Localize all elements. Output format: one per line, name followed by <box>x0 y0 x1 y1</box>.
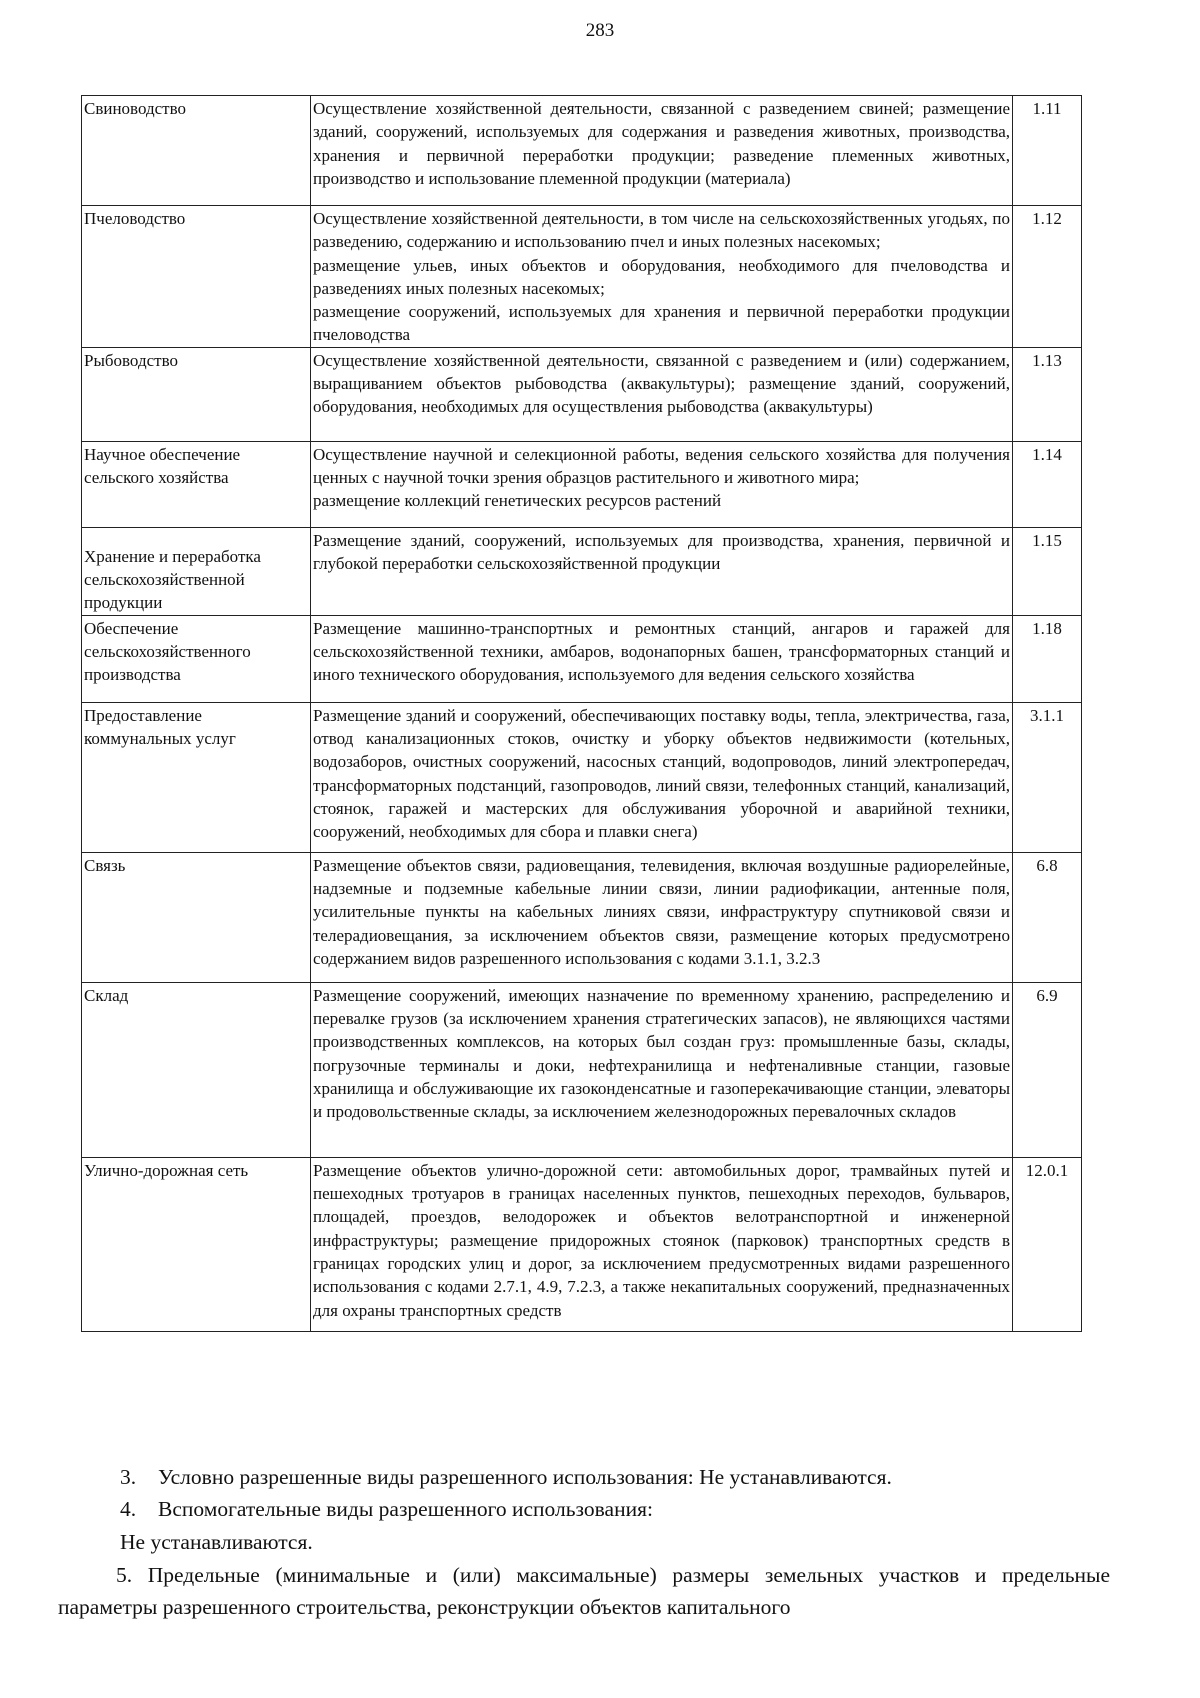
description-paragraph: Размещение машинно-транспортных и ремонтных станций, ангаров и гаражей для сельскохозяйственной техники, амбаров, водонапорных башен, трансформаторных станций и иного технического оборудования, используемого для ведения сельского хозяйства <box>313 618 1010 685</box>
use-type-description <box>311 96 1013 206</box>
use-type-description <box>311 982 1013 1157</box>
page-number: 283 <box>585 20 615 41</box>
use-type-code: 12.0.1 <box>1013 1157 1082 1331</box>
use-type-code: 1.15 <box>1013 527 1082 615</box>
use-type-name: Связь <box>82 852 311 982</box>
description-paragraph: Осуществление хозяйственной деятельности, связанной с разведением свиней; размещение зданий, сооружений, используемых для содержания и разведения животных, производства, хранения и первичной переработки продукции; разведение племенных животных, производство и использование племенной продукции (материала) <box>313 99 1010 188</box>
description-paragraph: Размещение объектов улично-дорожной сети: автомобильных дорог, трамвайных путей и пешеходных тротуаров в границах населенных пунктов, пешеходных переходов, бульваров, площадей, проездов, велодорожек и объектов велотранспортной и инженерной инфраструктуры; размещение придорожных стоянок (парковок) транспортных средств в границах городских улиц и дорог, за исключением предусмотренных видами разрешенного использования с кодами 2.7.1, 4.9, 7.2.3, а также некапитальных сооружений, предназначенных для охраны транспортных средств <box>313 1160 1010 1320</box>
use-type-code: 1.12 <box>1013 206 1082 348</box>
use-type-name: Рыбоводство <box>82 347 311 441</box>
description-paragraph: размещение сооружений, используемых для хранения и первичной переработки продукции пчеловодства <box>313 302 1010 345</box>
use-type-name: Хранение и переработка сельскохозяйственной продукции <box>82 527 311 615</box>
table-row <box>82 852 1082 982</box>
table-row <box>82 347 1082 441</box>
item-5-paragraph: 5. Предельные (минимальные и (или) максимальные) размеры земельных участков и предельные параметры разрешенного строительства, реконструкции объектов капитального <box>58 1563 1110 1619</box>
use-type-name: Улично-дорожная сеть <box>82 1157 311 1331</box>
use-type-name: Свиноводство <box>82 96 311 206</box>
table-row <box>82 702 1082 852</box>
item-4-number: 4. <box>120 1497 137 1521</box>
use-type-description <box>311 852 1013 982</box>
use-type-name: Пчеловодство <box>82 206 311 348</box>
table-row <box>82 615 1082 702</box>
table-row <box>82 206 1082 348</box>
description-paragraph: Размещение объектов связи, радиовещания, телевидения, включая воздушные радиорелейные, надземные и подземные кабельные линии связи, линии радиофикации, антенные поля, усилительные пункты на кабельных линиях связи, инфраструктуру спутниковой связи и телерадиовещания, за исключением объектов связи, размещение которых предусмотрено содержанием видов разрешенного использования с кодами 3.1.1, 3.2.3 <box>313 855 1010 968</box>
use-type-code: 1.11 <box>1013 96 1082 206</box>
use-type-name: Научное обеспечение сельского хозяйства <box>82 441 311 527</box>
use-type-code: 1.14 <box>1013 441 1082 527</box>
description-paragraph: Размещение зданий и сооружений, обеспечивающих поставку воды, тепла, электричества, газа, отвод канализационных стоков, очистку и уборку объектов недвижимости (котельных, водозаборов, очистных сооружений, насосных станций, водопроводов, линий электропередач, трансформаторных подстанций, газопроводов, линий связи, телефонных станций, канализаций, стоянок, гаражей и мастерских для обслуживания уборочной и аварийной техники, сооружений, необходимых для сбора и плавки снега) <box>313 705 1010 842</box>
use-type-name: Предоставление коммунальных услуг <box>82 702 311 852</box>
table-row <box>82 1157 1082 1331</box>
land-use-table <box>81 95 1082 1332</box>
description-paragraph: Размещение сооружений, имеющих назначение по временному хранению, распределению и перевалке грузов (за исключением хранения стратегических запасов), не являющихся частями производственных комплексов, на которых был создан груз: промышленные базы, склады, погрузочные терминалы и доки, нефтехранилища и нефтеналивные станции, газовые хранилища и обслуживающие их газоконденсатные и газоперекачивающие станции, элеваторы и продовольственные склады, за исключением железнодорожных перевалочных складов <box>313 985 1010 1122</box>
item-4 <box>120 1493 653 1525</box>
table-row <box>82 96 1082 206</box>
use-type-code: 3.1.1 <box>1013 702 1082 852</box>
description-paragraph: Осуществление научной и селекционной работы, ведения сельского хозяйства для получения ценных с научной точки зрения образцов растительного и животного мира; <box>313 444 1010 488</box>
use-type-name: Склад <box>82 982 311 1157</box>
item-3-text: Условно разрешенные виды разрешенного использования: Не устанавливаются. <box>158 1465 892 1489</box>
description-paragraph: размещение коллекций генетических ресурсов растений <box>313 491 722 511</box>
table-row <box>82 982 1082 1157</box>
use-type-description <box>311 441 1013 527</box>
table-row <box>82 441 1082 527</box>
description-paragraph: Размещение зданий, сооружений, используемых для производства, хранения, первичной и глубокой переработки сельскохозяйственной продукции <box>313 530 1010 574</box>
use-type-code: 6.9 <box>1013 982 1082 1157</box>
description-paragraph: Осуществление хозяйственной деятельности, связанной с разведением и (или) содержанием, выращиванием объектов рыбоводства (аквакультуры); размещение зданий, сооружений, оборудования, необходимых для осуществления рыбоводства (аквакультуры) <box>313 350 1010 417</box>
use-type-code: 1.18 <box>1013 615 1082 702</box>
use-type-description <box>311 527 1013 615</box>
description-paragraph: Осуществление хозяйственной деятельности, в том числе на сельскохозяйственных угодьях, по разведению, содержанию и использованию пчел и иных полезных насекомых; <box>313 209 1010 252</box>
use-type-description <box>311 702 1013 852</box>
item-3 <box>120 1461 892 1493</box>
use-type-name: Обеспечение сельскохозяйственного производства <box>82 615 311 702</box>
use-type-code: 1.13 <box>1013 347 1082 441</box>
use-type-description <box>311 206 1013 348</box>
item-3-number: 3. <box>120 1465 137 1489</box>
item-4-text: Вспомогательные виды разрешенного использования: <box>158 1497 653 1521</box>
use-type-code: 6.8 <box>1013 852 1082 982</box>
use-type-description <box>311 615 1013 702</box>
use-type-description <box>311 347 1013 441</box>
table-row <box>82 527 1082 615</box>
description-paragraph: размещение ульев, иных объектов и оборудования, необходимого для пчеловодства и разведениях иных полезных насекомых; <box>313 255 1010 298</box>
item-4-value: Не устанавливаются. <box>120 1530 313 1554</box>
use-type-description <box>311 1157 1013 1331</box>
